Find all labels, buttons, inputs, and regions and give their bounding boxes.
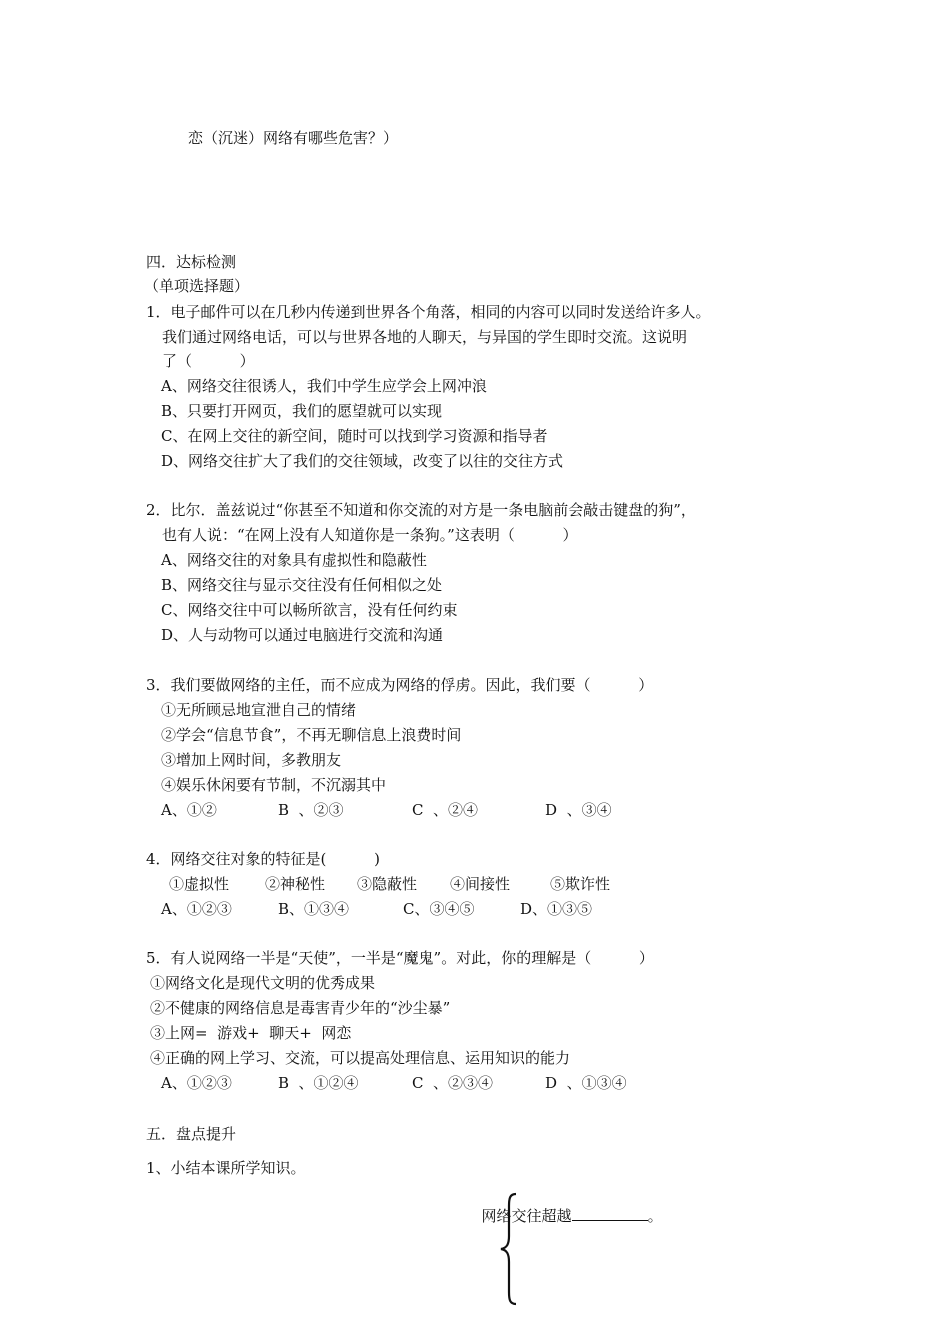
q4-stem: 4．网络交往对象的特征是( ): [146, 850, 380, 868]
q4-answer-a: A、①②③: [161, 900, 232, 918]
q2-option-c: C、网络交往中可以畅所欲言，没有任何约束: [161, 601, 458, 619]
q4-item-1: ①虚拟性: [169, 875, 230, 893]
q4-item-3: ③隐蔽性: [357, 875, 418, 893]
q5-item-4: ④正确的网上学习、交流，可以提高处理信息、运用知识的能力: [150, 1049, 571, 1067]
q3-answer-b: B 、②③: [278, 801, 344, 819]
q5-answer-b: B 、①②④: [278, 1074, 359, 1092]
q2-option-b: B、网络交往与显示交往没有任何相似之处: [161, 576, 443, 594]
q5-item-2: ②不健康的网络信息是毒害青少年的“沙尘暴”: [150, 999, 451, 1017]
q3-answer-a: A、①②: [161, 801, 217, 819]
q4-answer-d: D、①③⑤: [520, 900, 593, 918]
q5-answer-d: D 、①③④: [545, 1074, 627, 1092]
q5-item-3: ③上网= 游戏+ 聊天+ 网恋: [150, 1024, 352, 1042]
section4-subtitle: （单项选择题）: [144, 277, 250, 295]
q3-answer-c: C 、②④: [412, 801, 479, 819]
q5-answer-c: C 、②③④: [412, 1074, 494, 1092]
q1-stem-line3: 了（ ）: [162, 352, 255, 370]
q3-item-4: ④娱乐休闲要有节制，不沉溺其中: [161, 776, 387, 794]
q1-option-d: D、网络交往扩大了我们的交往领域，改变了以往的交往方式: [161, 452, 564, 470]
q3-stem: 3．我们要做网络的主任，而不应成为网络的俘虏。因此，我们要（ ）: [146, 676, 654, 694]
q1-option-b: B、只要打开网页，我们的愿望就可以实现: [161, 402, 443, 420]
q1-option-c: C、在网上交往的新空间，随时可以找到学习资源和指导者: [161, 427, 548, 445]
q2-stem-line1: 2．比尔．盖兹说过“你甚至不知道和你交流的对方是一条电脑前会敲击键盘的狗”，: [146, 501, 696, 519]
q4-answer-b: B、①③④: [278, 900, 350, 918]
summary-label: 网络交往超越: [481, 1207, 572, 1225]
q1-stem-line1: 1．电子邮件可以在几秒内传递到世界各个角落，相同的内容可以同时发送给许多人。: [146, 303, 711, 321]
q2-option-a: A、网络交往的对象具有虚拟性和隐蔽性: [161, 551, 427, 569]
section5-item1: 1、小结本课所学知识。: [146, 1159, 306, 1177]
summary-blank[interactable]: [572, 1204, 648, 1221]
q5-item-1: ①网络文化是现代文明的优秀成果: [150, 974, 376, 992]
curly-brace-icon: [498, 1192, 520, 1306]
q5-answer-a: A、①②③: [161, 1074, 232, 1092]
q1-stem-line2: 我们通过网络电话，可以与世界各地的人聊天，与异国的学生即时交流。这说明: [162, 328, 688, 346]
q3-item-2: ②学会“信息节食”，不再无聊信息上浪费时间: [161, 726, 462, 744]
q2-option-d: D、人与动物可以通过电脑进行交流和沟通: [161, 626, 444, 644]
section5-title: 五．盘点提升: [146, 1125, 237, 1143]
q3-item-1: ①无所顾忌地宣泄自己的情绪: [161, 701, 357, 719]
q2-stem-line2: 也有人说：“在网上没有人知道你是一条狗。”这表明（ ）: [162, 526, 578, 544]
summary-end: 。: [647, 1207, 663, 1225]
q3-answer-d: D 、③④: [545, 801, 612, 819]
intro-line: 恋（沉迷）网络有哪些危害？）: [188, 129, 399, 147]
q1-option-a: A、网络交往很诱人，我们中学生应学会上网冲浪: [161, 377, 487, 395]
q4-answer-c: C、③④⑤: [403, 900, 475, 918]
q3-item-3: ③增加上网时间，多教朋友: [161, 751, 342, 769]
section4-title: 四．达标检测: [146, 253, 237, 271]
q4-item-4: ④间接性: [450, 875, 511, 893]
q5-stem: 5．有人说网络一半是“天使”，一半是“魔鬼”。对此，你的理解是（ ）: [146, 949, 654, 967]
q4-item-2: ②神秘性: [265, 875, 326, 893]
q4-item-5: ⑤欺诈性: [550, 875, 611, 893]
